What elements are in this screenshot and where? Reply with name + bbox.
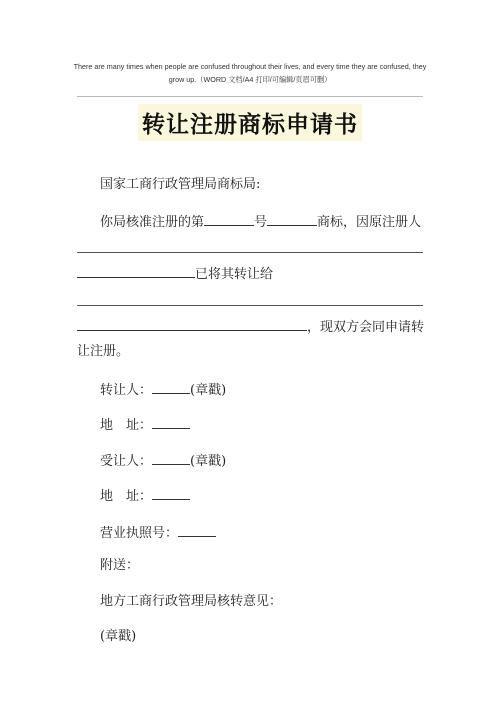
address-blank-2[interactable]	[152, 485, 190, 500]
fill-line-1[interactable]	[77, 252, 423, 253]
license-line	[100, 522, 216, 543]
address-line-1	[100, 414, 190, 435]
title-container	[0, 104, 500, 141]
registration-number-blank[interactable]	[204, 211, 254, 226]
transferor-line	[100, 379, 226, 400]
p1-text-a: 你局核准注册的第	[100, 215, 205, 230]
paragraph-3-continued: 让注册。	[77, 344, 130, 359]
transferee-blank[interactable]	[152, 450, 190, 465]
page-header	[70, 60, 430, 86]
header-line-2: grow up.（WORD 文档/A4 打印/可编辑/页眉可删）	[168, 75, 332, 84]
address-blank-1[interactable]	[152, 414, 190, 429]
addressee: 国家工商行政管理局商标局:	[100, 177, 261, 192]
license-blank[interactable]	[178, 522, 216, 537]
opinion-seal: (章戳)	[100, 629, 137, 644]
p1-text-b: 号	[254, 215, 268, 230]
header-divider	[77, 96, 423, 97]
license-label: 营业执照号：	[100, 526, 179, 541]
document-title: 转让注册商标申请书	[138, 104, 362, 141]
address-label-1: 地 址：	[100, 418, 153, 433]
transferor-label: 转让人：	[100, 383, 153, 398]
transferor-blank[interactable]	[152, 379, 190, 394]
transferee-label: 受让人：	[100, 454, 153, 469]
address-line-2	[100, 485, 190, 506]
header-line-1: There are many times when people are confused throughout their lives, and every time they are confused, they	[73, 62, 427, 71]
transferee-line	[100, 450, 226, 471]
attached-line: 附送：	[100, 558, 140, 573]
trademark-name-blank[interactable]	[267, 211, 317, 226]
paragraph-3	[77, 316, 424, 337]
transferee-name-blank[interactable]	[77, 316, 307, 331]
paragraph-2	[77, 263, 273, 284]
transferee-seal: (章戳)	[190, 454, 227, 469]
paragraph-1	[100, 211, 421, 232]
p1-text-c: 商标，因原注册人	[317, 215, 422, 230]
fill-line-2[interactable]	[77, 305, 423, 306]
p3-tail: ，现双方会同申请转	[307, 320, 425, 335]
p2-text: 已将其转让给	[195, 267, 274, 282]
local-opinion-line: 地方工商行政管理局核转意见：	[100, 594, 283, 609]
address-label-2: 地 址：	[100, 489, 153, 504]
transferor-seal: (章戳)	[190, 383, 227, 398]
original-registrant-blank[interactable]	[77, 263, 195, 278]
